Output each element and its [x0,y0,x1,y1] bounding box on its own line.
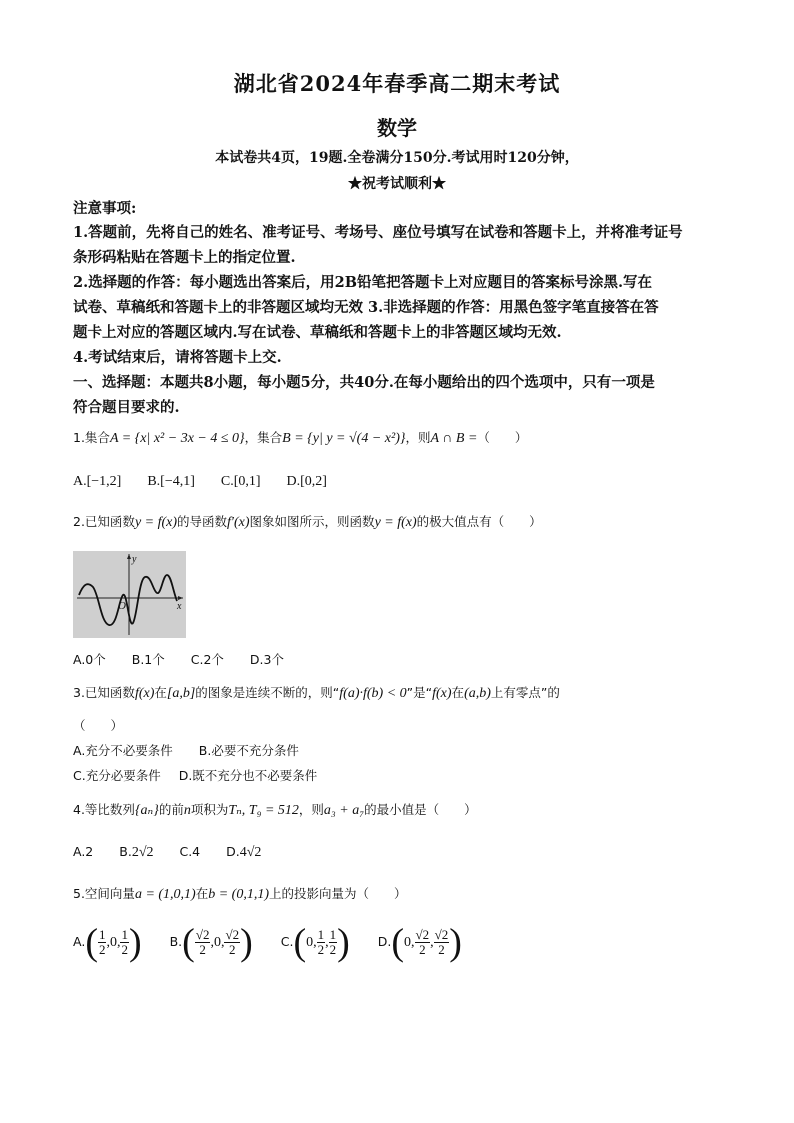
q1-set-a: A = {x| x² − 3x − 4 ≤ 0} [109,431,245,446]
section-heading-line-1: 一、选择题：本题共8小题，每小题5分，共40分.在每小题给出的四个选项中，只有一项是 [73,374,655,391]
q5-option-a-label: A. [73,934,86,949]
q3-answer-paren: （ ） [73,718,124,733]
y-axis-arrow [127,554,131,559]
q3-open-interval: (a,b) [464,686,491,701]
q5-a-num-2: 1 [121,927,128,942]
q2-option-d: D.3个 [249,652,284,667]
derivative-graph-figure [73,551,186,638]
notice-line-2: 条形码粘贴在答题卡上的指定位置. [73,249,296,266]
y-axis-label: y [132,554,137,565]
q5-option-b-label: B. [169,934,183,949]
q3-text-5: 在 [451,685,465,700]
question-2 [73,512,542,533]
notice-line-1: 1.答题前，先将自己的姓名、准考证号、考场号、座位号填写在试卷和答题卡上，并将准考证号 [73,224,683,241]
q2-option-a: A.0个 [73,652,106,667]
q3-text-2: 在 [154,685,167,700]
q5-a-mid: 0 [109,935,117,950]
q1-option-d: D.[0,2] [286,474,327,489]
x-axis-label: x [177,601,182,612]
q2-text-4: 的极大值点有（ ） [416,514,542,529]
x-axis-arrow [178,596,183,600]
notice-line-4: 试卷、草稿纸和答题卡上的非答题区域均无效 3.非选择题的作答：用黑色签字笔直接答在答 [73,299,659,316]
q4-option-c: C.4 [179,844,201,859]
q4-text-1: 4.等比数列 [73,802,135,817]
q5-b-mid: 0 [213,935,221,950]
notice-line-6: 4.考试结束后，请将答题卡上交. [73,349,282,366]
q5-d-first: 0 [404,935,412,950]
q4-n: n [183,803,191,818]
q2-func-2: y = f(x) [374,515,417,530]
q3-text-4: ”是“ [406,685,433,700]
question-1 [73,428,527,449]
q1-text-3: ，则 [405,430,431,445]
q5-vector-b: b = (0,1,1) [208,887,270,902]
q2-func-1: y = f(x) [134,515,178,530]
q4-option-b-value: 2√2 [131,845,154,860]
q1-set-b: B = {y| y = √(4 − x²)} [282,431,406,446]
q4-text-4: ，则 [298,802,324,817]
q3-text-1: 3.已知函数 [73,685,135,700]
q2-text-3: 图象如图所示，则函数 [249,514,375,529]
q5-c-den-2: 2 [329,942,337,957]
q5-text-1: 5.空间向量 [73,886,135,901]
derivative-curve [79,575,177,625]
q1-text-4: （ ） [477,430,528,445]
q5-option-c: C.(0, $\frac{1}{2}$ , $\frac{1}{2}$ ) [280,921,350,964]
q5-options [73,920,462,965]
q1-option-a: A.[−1,2] [73,474,122,489]
q5-d-num-1: √2 [415,927,430,942]
q5-text-3: 上的投影向量为（ ） [269,886,407,901]
q3-text-3: 的图象是连续不断的，则“ [195,685,340,700]
q5-d-den-2: 2 [438,942,445,957]
q3-text-6: 上有零点”的 [490,685,560,700]
exam-info: 本试卷共4页，19题.全卷满分150分.考试用时120分钟， [215,150,579,166]
notice-line-3: 2.选择题的作答：每小题选出答案后，用2B铅笔把答题卡上对应题目的答案标号涂黑.写在 [73,274,653,291]
q5-c-first: 0 [306,935,314,950]
q4-options [73,842,283,863]
q3-option-d: D.既不充分也不必要条件 [178,768,318,783]
q5-option-a: A.( $\frac{1}{2}$ ,0, $\frac{1}{2}$ ) [73,921,142,964]
q5-c-den-1: 2 [317,942,325,957]
q5-vector-a: a = (1,0,1) [134,887,196,902]
q5-text-2: 在 [195,886,209,901]
q4-text-2: 的前 [158,802,184,817]
q5-d-num-2: √2 [434,927,449,942]
q3-options-row-2 [73,766,339,786]
q4-product: Tₙ, T₉ = 512 [228,803,299,818]
section-heading-line-2: 符合题目要求的. [73,399,180,416]
q5-d-den-1: 2 [419,942,426,957]
q3-func-2: f(x) [432,686,452,701]
q4-option-a: A.2 [73,844,94,859]
q5-a-den-1: 2 [98,942,106,957]
q2-derivative: f′(x) [227,515,250,530]
q5-b-den-2: 2 [229,942,236,957]
q2-text-2: 的导函数 [177,514,228,529]
q4-sum: a₃ + a₇ [323,803,365,818]
q3-option-b: B.必要不充分条件 [198,743,299,758]
q1-options [73,471,349,492]
q5-b-den-1: 2 [199,942,206,957]
q5-option-d: D.(0, $\frac{√2}{2}$ , $\frac{√2}{2}$ ) [377,921,462,964]
q5-option-b: B.( $\frac{√2}{2}$ ,0, $\frac{√2}{2}$ ) [169,921,253,964]
q5-c-num-1: 1 [317,927,325,942]
q4-sequence: {aₙ} [134,803,159,818]
q1-option-b: B.[−4,1] [147,474,195,489]
question-5 [73,884,407,905]
q4-option-d-label: D. [226,844,240,859]
q5-b-num-2: √2 [225,927,240,942]
derivative-graph [73,551,186,638]
q5-option-c-label: C. [280,934,294,949]
q2-text-1: 2.已知函数 [73,514,135,529]
question-3 [73,683,560,704]
notice-line-5: 题卡上对应的答题区域内.写在试卷、草稿纸和答题卡上的非答题区域均无效. [73,324,562,341]
q5-c-num-2: 1 [329,927,337,942]
q2-option-c: C.2个 [190,652,224,667]
q5-a-num-1: 1 [98,927,106,942]
q1-text-1: 1.集合 [73,430,110,445]
exam-title: 湖北省2024年春季高二期末考试 [233,71,561,96]
q1-intersection: A ∩ B = [430,431,478,446]
q1-option-c: C.[0,1] [220,474,261,489]
q4-text-3: 项积为 [190,802,229,817]
subject-title: 数学 [377,116,417,140]
good-luck-line: ★祝考试顺利★ [348,176,446,192]
q3-option-a: A.充分不必要条件 [73,743,173,758]
q3-options-row-1 [73,741,321,761]
q3-closed-interval: [a,b] [166,686,196,701]
q4-text-5: 的最小值是（ ） [364,802,477,817]
q3-condition: f(a)·f(b) < 0 [339,686,407,701]
q2-options [73,650,306,670]
q5-option-d-label: D. [377,934,392,949]
question-4 [73,800,477,821]
q1-text-2: ，集合 [244,430,283,445]
q5-b-num-1: √2 [195,927,210,942]
q2-option-b: B.1个 [131,652,165,667]
notice-heading: 注意事项: [73,200,137,217]
q5-a-den-2: 2 [121,942,128,957]
origin-label: O [118,600,126,612]
q4-option-d-value: 4√2 [239,845,262,860]
q4-option-b-label: B. [119,844,132,859]
q3-func: f(x) [134,686,155,701]
q3-option-c: C.充分必要条件 [73,768,161,783]
